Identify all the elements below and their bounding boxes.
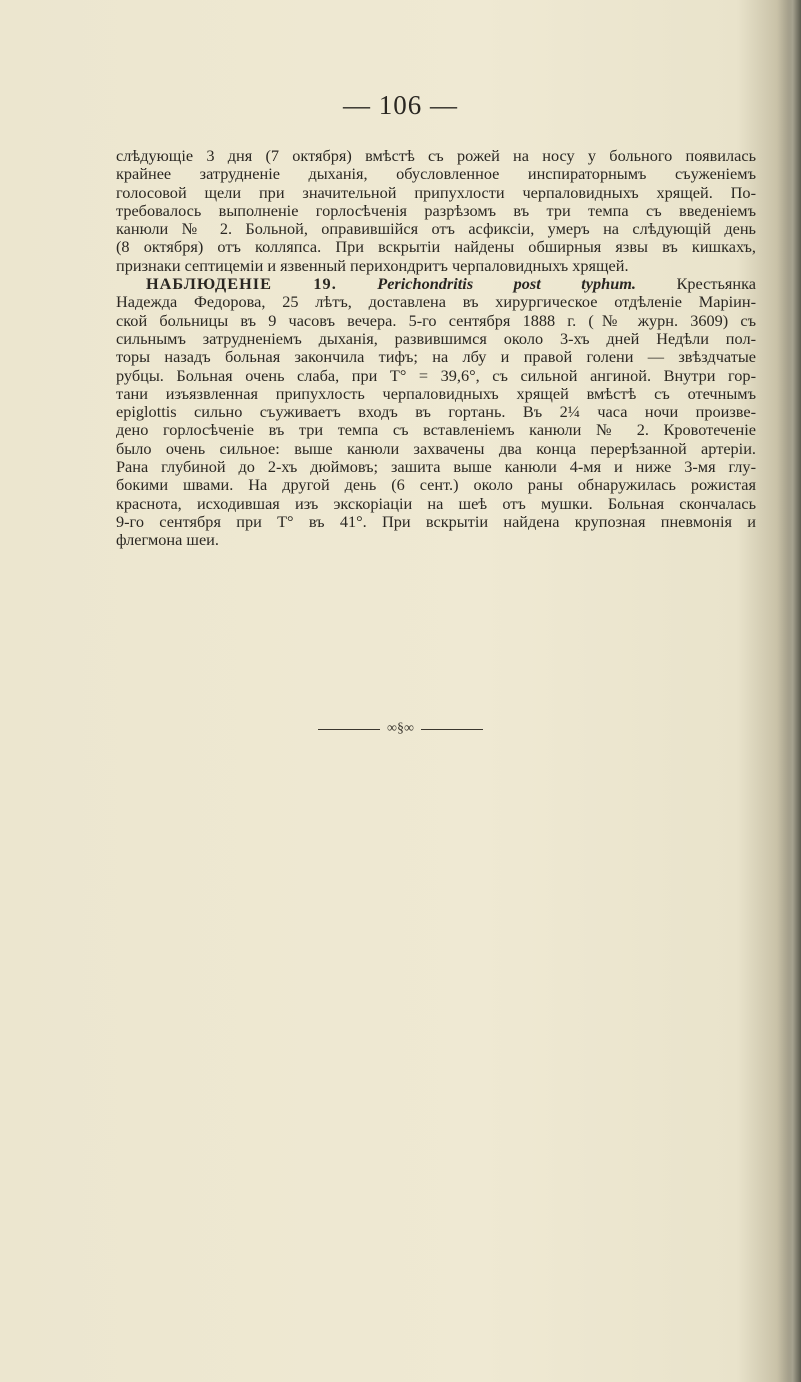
page-edge-shadow [787,0,801,1382]
text-line: требовалось выполненіе горлосѣченія разрѣзомъ въ три темпа съ введеніемъ [116,200,756,220]
text-line: сильнымъ затрудненіемъ дыханія, развившимся около 3-хъ дней Недѣли пол- [116,328,756,348]
ornament-rule-right [421,729,483,730]
observation-line-rest: Крестьянка [676,274,756,294]
flourish-icon: ∞§∞ [387,721,414,736]
text-line: флегмона шеи. [116,530,219,550]
text-line: дено горлосѣченіе въ три темпа съ вставленіемъ канюли № 2. Кровотеченіе [116,420,756,440]
text-line: epiglottis сильно съуживаетъ входъ въ гортань. Въ 2¼ часа ночи произве- [116,402,756,422]
text-line: канюли № 2. Больной, оправившійся отъ асфиксіи, умеръ на слѣдующій день [116,219,756,239]
body-text [116,147,756,550]
text-line: крайнее затрудненіе дыханія, обусловленное инспираторнымъ съуженіемъ [116,164,756,184]
text-line: ской больницы въ 9 часовъ вечера. 5-го сентября 1888 г. (№ журн. 3609) съ [116,310,756,330]
observation-latin-term: Perichondritis post typhum. [377,274,636,294]
section-end-ornament [0,721,801,737]
text-line: 9-го сентября при T° въ 41°. При вскрытіи найдена крупозная пневмонія и [116,511,756,531]
ornament-rule-left [318,729,380,730]
text-line: голосовой щели при значительной припухлости черпаловидныхъ хрящей. По- [116,182,756,202]
text-line: было очень сильное: выше канюли захвачены два конца перерѣзанной артеріи. [116,438,756,458]
text-line: бокими швами. На другой день (6 сент.) около раны обнаружилась рожистая [116,475,756,495]
observation-label: НАБЛЮДЕНІЕ 19. [146,274,337,294]
text-line: слѣдующіе 3 дня (7 октября) вмѣстѣ съ рожей на носу у больного появилась [116,146,756,165]
text-line: рубцы. Больная очень слаба, при T° = 39,6°, съ сильной ангиной. Внутри гор- [116,365,756,385]
text-line: торы назадъ больная закончила тифъ; на лбу и правой голени — звѣздчатые [116,347,756,367]
text-line: Надежда Федорова, 25 лѣтъ, доставлена въ хирургическое отдѣленіе Маріин- [116,292,756,312]
page-number: — 106 — [343,90,458,120]
text-line: краснота, исходившая изъ экскоріаціи на шеѣ отъ мушки. Больная скончалась [116,493,756,513]
text-line: Рана глубиной до 2-хъ дюймовъ; зашита выше канюли 4-мя и ниже 3-мя глу- [116,457,756,477]
text-line: (8 октября) отъ колляпса. При вскрытіи найдены обширныя язвы въ кишкахъ, [116,237,756,257]
observation-heading-line [116,275,756,293]
text-line: признаки септицеміи и язвенный перихондритъ черпаловидныхъ хрящей. [116,255,629,275]
text-line: тани изъязвленная припухлость черпаловидныхъ хрящей вмѣстѣ съ отечнымъ [116,383,756,403]
